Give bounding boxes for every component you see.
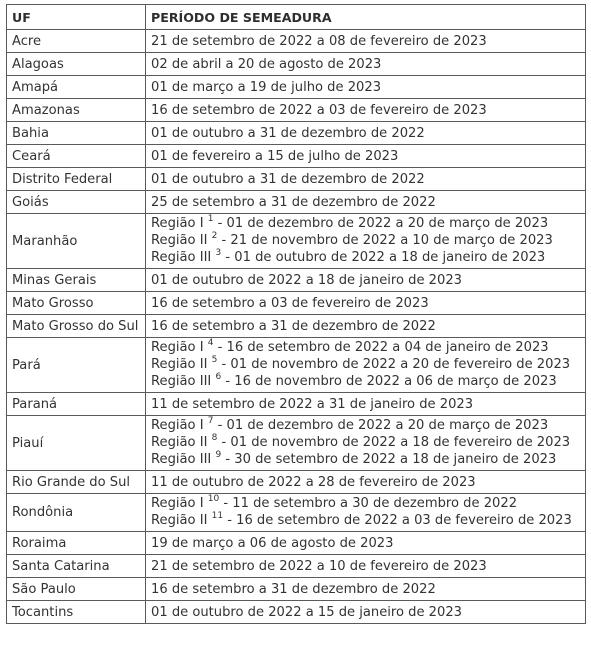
footnote-marker: 4 (207, 337, 214, 348)
cell-periodo: 01 de outubro de 2022 a 15 de janeiro de 2023 (146, 601, 586, 624)
cell-periodo (146, 338, 586, 393)
cell-uf: Maranhão (7, 214, 146, 269)
table-row (7, 315, 586, 338)
table-header-row (7, 5, 586, 30)
table-row (7, 145, 586, 168)
cell-uf: São Paulo (7, 578, 146, 601)
region-label: Região I (151, 216, 204, 231)
cell-periodo: 01 de fevereiro a 15 de julho de 2023 (146, 145, 586, 168)
region-label: Região III (151, 452, 212, 467)
cell-periodo: 01 de março a 19 de julho de 2023 (146, 76, 586, 99)
cell-uf: Ceará (7, 145, 146, 168)
cell-periodo: 21 de setembro de 2022 a 08 de fevereiro de 2023 (146, 30, 586, 53)
cell-periodo: 16 de setembro de 2022 a 03 de fevereiro de 2023 (146, 99, 586, 122)
region-label: Região II (151, 513, 208, 528)
region-period: - 30 de setembro de 2022 a 18 de janeiro de 2023 (221, 452, 557, 467)
region-period: - 16 de setembro de 2022 a 04 de janeiro de 2023 (213, 340, 549, 355)
table-row (7, 471, 586, 494)
cell-uf: Roraima (7, 532, 146, 555)
footnote-marker: 8 (211, 432, 218, 443)
cell-periodo: 25 de setembro a 31 de dezembro de 2022 (146, 191, 586, 214)
region-line (151, 373, 580, 390)
region-period: - 21 de novembro de 2022 a 10 de março de 2023 (217, 233, 553, 248)
header-uf: UF (7, 5, 146, 30)
table-row (7, 601, 586, 624)
cell-uf: Rio Grande do Sul (7, 471, 146, 494)
table-row (7, 555, 586, 578)
region-line (151, 495, 580, 512)
region-period: - 01 de novembro de 2022 a 20 de fevereiro de 2023 (217, 357, 571, 372)
table-row (7, 494, 586, 532)
cell-uf: Distrito Federal (7, 168, 146, 191)
region-line (151, 356, 580, 373)
cell-uf: Piauí (7, 416, 146, 471)
cell-uf: Alagoas (7, 53, 146, 76)
footnote-marker: 7 (207, 415, 214, 426)
region-period: - 16 de setembro de 2022 a 03 de fevereiro de 2023 (223, 513, 572, 528)
region-label: Região II (151, 435, 208, 450)
region-label: Região II (151, 233, 208, 248)
table-row (7, 338, 586, 393)
region-period: - 11 de setembro a 30 de dezembro de 2022 (219, 496, 518, 511)
cell-uf: Pará (7, 338, 146, 393)
footnote-marker: 2 (211, 230, 218, 241)
cell-periodo: 02 de abril a 20 de agosto de 2023 (146, 53, 586, 76)
cell-uf: Minas Gerais (7, 269, 146, 292)
cell-periodo: 01 de outubro a 31 de dezembro de 2022 (146, 122, 586, 145)
cell-uf: Mato Grosso do Sul (7, 315, 146, 338)
cell-periodo (146, 494, 586, 532)
table-row (7, 76, 586, 99)
region-line (151, 339, 580, 356)
region-line (151, 232, 580, 249)
table-row (7, 416, 586, 471)
cell-uf: Mato Grosso (7, 292, 146, 315)
cell-uf: Goiás (7, 191, 146, 214)
footnote-marker: 5 (211, 354, 218, 365)
footnote-marker: 9 (215, 449, 222, 460)
cell-periodo: 11 de outubro de 2022 a 28 de fevereiro de 2023 (146, 471, 586, 494)
footnote-marker: 10 (207, 493, 220, 504)
cell-periodo: 16 de setembro a 31 de dezembro de 2022 (146, 315, 586, 338)
footnote-marker: 1 (207, 213, 214, 224)
table-row (7, 53, 586, 76)
cell-periodo: 16 de setembro a 03 de fevereiro de 2023 (146, 292, 586, 315)
cell-uf: Paraná (7, 393, 146, 416)
table-row (7, 122, 586, 145)
region-line (151, 451, 580, 468)
cell-periodo (146, 416, 586, 471)
table-row (7, 99, 586, 122)
cell-uf: Rondônia (7, 494, 146, 532)
region-line (151, 215, 580, 232)
region-label: Região III (151, 250, 212, 265)
cell-uf: Santa Catarina (7, 555, 146, 578)
region-label: Região I (151, 340, 204, 355)
cell-uf: Acre (7, 30, 146, 53)
region-line (151, 417, 580, 434)
footnote-marker: 6 (215, 371, 222, 382)
cell-uf: Amapá (7, 76, 146, 99)
region-period: - 01 de dezembro de 2022 a 20 de março de 2023 (213, 216, 549, 231)
footnote-marker: 11 (211, 510, 224, 521)
cell-uf: Bahia (7, 122, 146, 145)
table-row (7, 532, 586, 555)
region-line (151, 434, 580, 451)
cell-periodo (146, 214, 586, 269)
region-period: - 01 de outubro de 2022 a 18 de janeiro de 2023 (221, 250, 546, 265)
region-period: - 01 de dezembro de 2022 a 20 de março de 2023 (213, 418, 549, 433)
region-line (151, 512, 580, 529)
table-row (7, 269, 586, 292)
table-body (7, 30, 586, 624)
cell-periodo: 11 de setembro de 2022 a 31 de janeiro de 2023 (146, 393, 586, 416)
table-row (7, 191, 586, 214)
cell-periodo: 19 de março a 06 de agosto de 2023 (146, 532, 586, 555)
footnote-marker: 3 (215, 247, 222, 258)
cell-periodo: 16 de setembro a 31 de dezembro de 2022 (146, 578, 586, 601)
region-line (151, 249, 580, 266)
table-row (7, 30, 586, 53)
region-label: Região II (151, 357, 208, 372)
region-label: Região I (151, 418, 204, 433)
table-row (7, 578, 586, 601)
cell-uf: Amazonas (7, 99, 146, 122)
region-label: Região I (151, 496, 204, 511)
region-period: - 01 de novembro de 2022 a 18 de fevereiro de 2023 (217, 435, 571, 450)
cell-periodo: 01 de outubro de 2022 a 18 de janeiro de 2023 (146, 269, 586, 292)
header-periodo: PERÍODO DE SEMEADURA (146, 5, 586, 30)
region-period: - 16 de novembro de 2022 a 06 de março de 2023 (221, 374, 557, 389)
cell-periodo: 01 de outubro a 31 de dezembro de 2022 (146, 168, 586, 191)
sowing-period-table (6, 4, 586, 624)
table-row (7, 292, 586, 315)
table-row (7, 168, 586, 191)
region-label: Região III (151, 374, 212, 389)
table-row (7, 214, 586, 269)
cell-periodo: 21 de setembro de 2022 a 10 de fevereiro de 2023 (146, 555, 586, 578)
table-row (7, 393, 586, 416)
cell-uf: Tocantins (7, 601, 146, 624)
